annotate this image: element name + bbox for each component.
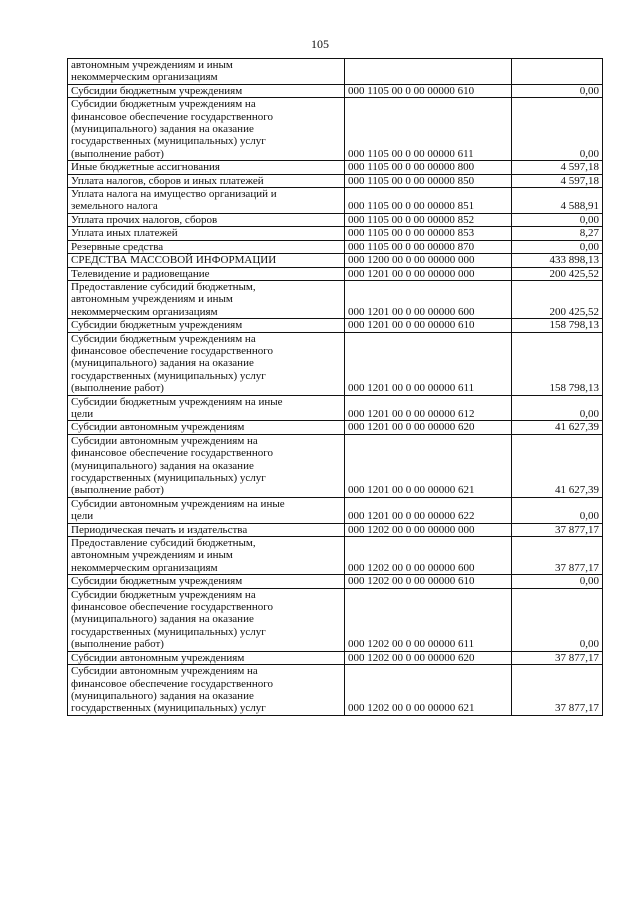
row-sum-cell: 0,00 (512, 213, 603, 226)
row-code-cell: 000 1201 00 0 00 00000 600 (345, 280, 512, 318)
row-sum-cell: 37 877,17 (512, 665, 603, 716)
budget-table (67, 58, 603, 716)
row-sum-cell: 0,00 (512, 497, 603, 523)
row-name-line: государственных (муниципальных) услуг (71, 702, 266, 715)
row-name-line: некоммерческим организациям (71, 561, 218, 574)
row-name-line: (муниципального) задания на оказание (71, 357, 254, 370)
row-name-line: Периодическая печать и издательства (71, 523, 248, 536)
row-name-line: СРЕДСТВА МАССОВОЙ ИНФОРМАЦИИ (71, 254, 277, 267)
row-sum-cell: 158 798,13 (512, 332, 603, 395)
row-name-cell (68, 665, 345, 716)
row-name-line: государственных (муниципальных) услуг (71, 472, 266, 484)
row-name-line: финансовое обеспечение государственного (71, 110, 273, 123)
row-code-cell: 000 1105 00 0 00 00000 611 (345, 98, 512, 161)
row-sum-cell: 4 597,18 (512, 174, 603, 187)
row-sum-cell: 4 588,91 (512, 188, 603, 214)
row-code-cell: 000 1105 00 0 00 00000 852 (345, 213, 512, 226)
row-name-cell (68, 227, 345, 240)
budget-table-body (68, 59, 603, 716)
row-name-cell (68, 254, 345, 267)
row-code-cell: 000 1105 00 0 00 00000 851 (345, 188, 512, 214)
row-name-line: земельного налога (71, 200, 158, 213)
row-name-line: некоммерческим организациям (71, 71, 218, 84)
row-code-cell (345, 59, 512, 85)
row-name-line: (муниципального) задания на оказание (71, 459, 254, 472)
row-code-cell: 000 1202 00 0 00 00000 000 (345, 523, 512, 536)
row-name-cell (68, 161, 345, 174)
row-name-line: Субсидии бюджетным учреждениям на иные (71, 395, 283, 408)
row-name-cell (68, 84, 345, 97)
row-name-line: Предоставление субсидий бюджетным, (71, 537, 256, 550)
table-row (68, 434, 603, 497)
row-name-cell (68, 319, 345, 332)
row-code-cell: 000 1201 00 0 00 00000 000 (345, 267, 512, 280)
row-sum-cell: 0,00 (512, 588, 603, 651)
row-code-cell: 000 1201 00 0 00 00000 610 (345, 319, 512, 332)
row-name-line: цели (71, 407, 94, 420)
row-name-cell (68, 421, 345, 434)
row-name-line: финансовое обеспечение государственного (71, 344, 273, 357)
page-number: 105 (311, 37, 329, 51)
row-sum-cell: 41 627,39 (512, 434, 603, 497)
table-row (68, 174, 603, 187)
row-name-line: Уплата налога на имущество организаций и (71, 188, 277, 201)
row-name-line: Уплата налогов, сборов и иных платежей (71, 174, 264, 187)
row-name-line: государственных (муниципальных) услуг (71, 369, 266, 382)
table-row (68, 188, 603, 214)
row-name-line: Субсидии автономным учреждениям на (71, 665, 258, 678)
row-name-line: (муниципального) задания на оказание (71, 689, 254, 702)
row-name-cell (68, 240, 345, 253)
table-row (68, 651, 603, 664)
row-name-line: автономным учреждениям и иным (71, 549, 233, 562)
table-row (68, 497, 603, 523)
row-code-cell: 000 1202 00 0 00 00000 620 (345, 651, 512, 664)
row-name-cell (68, 537, 345, 575)
row-code-cell: 000 1105 00 0 00 00000 850 (345, 174, 512, 187)
row-name-line: государственных (муниципальных) услуг (71, 135, 266, 148)
row-sum-cell: 37 877,17 (512, 537, 603, 575)
table-row (68, 240, 603, 253)
row-name-cell (68, 267, 345, 280)
row-sum-cell: 0,00 (512, 575, 603, 588)
table-row (68, 523, 603, 536)
row-sum-cell: 158 798,13 (512, 319, 603, 332)
row-name-line: Субсидии бюджетным учреждениям (71, 575, 243, 588)
row-code-cell: 000 1202 00 0 00 00000 610 (345, 575, 512, 588)
row-code-cell: 000 1200 00 0 00 00000 000 (345, 254, 512, 267)
row-sum-cell: 0,00 (512, 84, 603, 97)
table-row (68, 665, 603, 716)
row-name-cell (68, 188, 345, 214)
table-row (68, 395, 603, 421)
row-code-cell: 000 1105 00 0 00 00000 800 (345, 161, 512, 174)
row-sum-cell: 37 877,17 (512, 523, 603, 536)
row-name-line: (муниципального) задания на оказание (71, 613, 254, 626)
row-name-cell (68, 588, 345, 651)
row-sum-cell: 0,00 (512, 240, 603, 253)
row-name-line: Субсидии бюджетным учреждениям на (71, 98, 256, 111)
table-row (68, 575, 603, 588)
row-name-line: Субсидии автономным учреждениям (71, 651, 245, 664)
row-code-cell: 000 1201 00 0 00 00000 620 (345, 421, 512, 434)
row-name-cell (68, 395, 345, 421)
row-name-line: (выполнение работ) (71, 147, 164, 160)
row-name-line: Субсидии бюджетным учреждениям на (71, 332, 256, 345)
row-sum-cell: 8,27 (512, 227, 603, 240)
table-row (68, 267, 603, 280)
row-name-cell (68, 98, 345, 161)
row-name-line: Субсидии автономным учреждениям на иные (71, 497, 285, 510)
table-row (68, 84, 603, 97)
table-row (68, 98, 603, 161)
row-code-cell: 000 1201 00 0 00 00000 622 (345, 497, 512, 523)
row-code-cell: 000 1201 00 0 00 00000 611 (345, 332, 512, 395)
row-name-line: (выполнение работ) (71, 382, 164, 395)
row-code-cell: 000 1201 00 0 00 00000 612 (345, 395, 512, 421)
table-row (68, 421, 603, 434)
table-row (68, 254, 603, 267)
row-name-line: автономным учреждениям и иным (71, 59, 233, 71)
row-name-line: некоммерческим организациям (71, 305, 218, 318)
row-name-line: финансовое обеспечение государственного (71, 677, 273, 690)
row-name-line: Уплата иных платежей (71, 227, 178, 240)
row-sum-cell (512, 59, 603, 85)
row-name-cell (68, 280, 345, 318)
row-sum-cell: 200 425,52 (512, 280, 603, 318)
row-name-line: Субсидии автономным учреждениям (71, 421, 245, 434)
row-name-line: Резервные средства (71, 240, 164, 253)
table-row (68, 319, 603, 332)
table-row (68, 280, 603, 318)
row-code-cell: 000 1202 00 0 00 00000 611 (345, 588, 512, 651)
row-sum-cell: 200 425,52 (512, 267, 603, 280)
row-name-cell (68, 523, 345, 536)
row-name-line: Субсидии бюджетным учреждениям на (71, 588, 256, 601)
row-code-cell: 000 1201 00 0 00 00000 621 (345, 434, 512, 497)
row-name-cell (68, 575, 345, 588)
row-name-line: (выполнение работ) (71, 638, 164, 651)
row-sum-cell: 37 877,17 (512, 651, 603, 664)
row-code-cell: 000 1105 00 0 00 00000 853 (345, 227, 512, 240)
table-row (68, 213, 603, 226)
row-name-line: Субсидии автономным учреждениям на (71, 434, 258, 447)
row-name-line: автономным учреждениям и иным (71, 293, 233, 306)
table-row (68, 332, 603, 395)
row-name-cell (68, 332, 345, 395)
row-name-line: финансовое обеспечение государственного (71, 447, 273, 460)
row-sum-cell: 0,00 (512, 98, 603, 161)
row-sum-cell: 41 627,39 (512, 421, 603, 434)
row-name-line: Телевидение и радиовещание (71, 267, 210, 280)
row-name-cell (68, 213, 345, 226)
row-name-line: (муниципального) задания на оказание (71, 123, 254, 136)
row-name-cell (68, 174, 345, 187)
row-name-line: Иные бюджетные ассигнования (71, 161, 220, 174)
row-name-cell (68, 651, 345, 664)
row-name-line: Субсидии бюджетным учреждениям (71, 319, 243, 332)
row-name-line: цели (71, 510, 94, 523)
row-name-cell (68, 59, 345, 85)
table-row (68, 59, 603, 85)
row-name-line: Предоставление субсидий бюджетным, (71, 280, 256, 293)
row-code-cell: 000 1105 00 0 00 00000 610 (345, 84, 512, 97)
row-sum-cell: 0,00 (512, 395, 603, 421)
row-sum-cell: 4 597,18 (512, 161, 603, 174)
table-row (68, 227, 603, 240)
row-code-cell: 000 1202 00 0 00 00000 621 (345, 665, 512, 716)
table-row (68, 161, 603, 174)
row-code-cell: 000 1202 00 0 00 00000 600 (345, 537, 512, 575)
row-sum-cell: 433 898,13 (512, 254, 603, 267)
row-code-cell: 000 1105 00 0 00 00000 870 (345, 240, 512, 253)
row-name-line: Субсидии бюджетным учреждениям (71, 84, 243, 97)
row-name-cell (68, 434, 345, 497)
row-name-line: государственных (муниципальных) услуг (71, 625, 266, 638)
row-name-line: финансовое обеспечение государственного (71, 601, 273, 614)
table-row (68, 588, 603, 651)
table-row (68, 537, 603, 575)
row-name-cell (68, 497, 345, 523)
row-name-line: (выполнение работ) (71, 484, 164, 497)
row-name-line: Уплата прочих налогов, сборов (71, 213, 218, 226)
